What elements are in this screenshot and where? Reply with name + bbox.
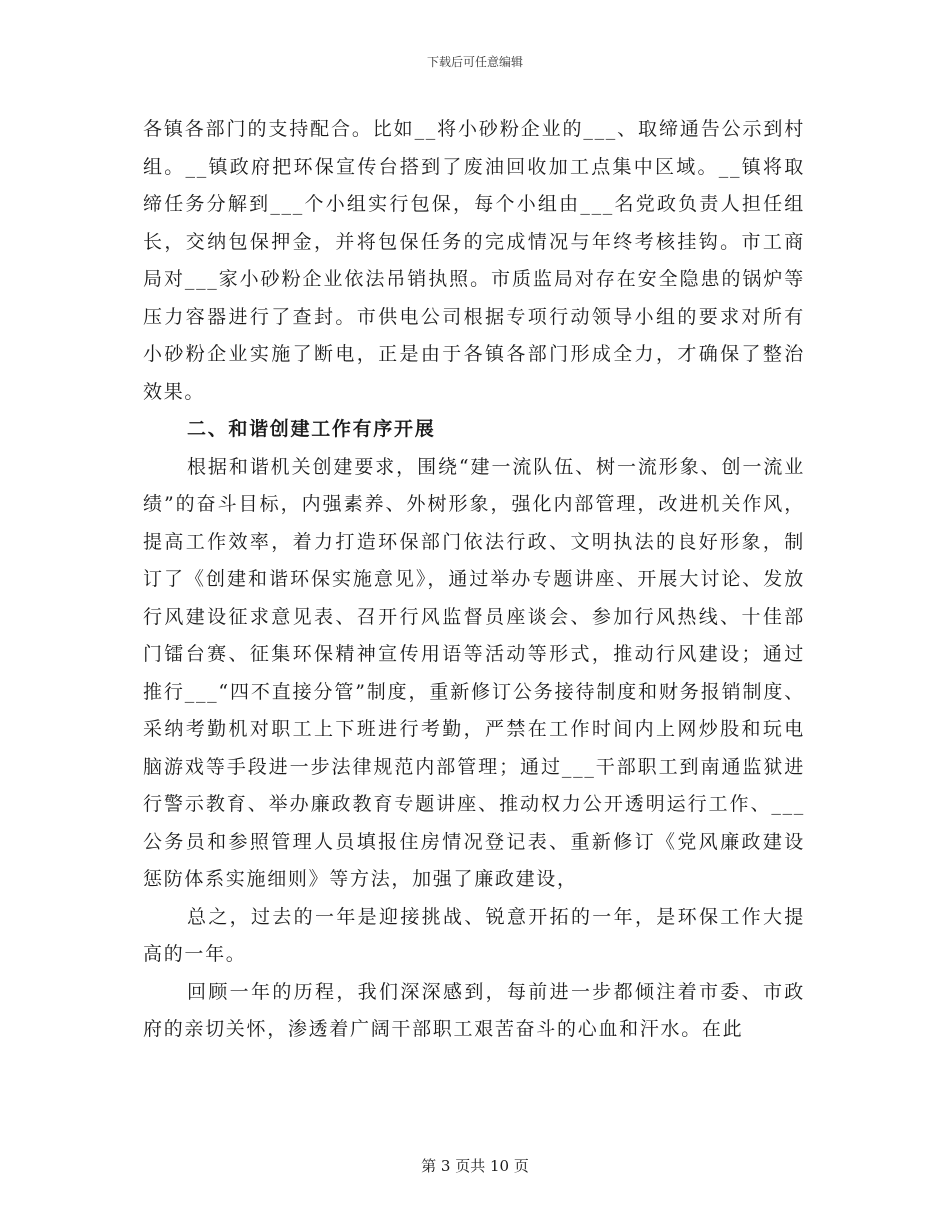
paragraph-harmony: 根据和谐机关创建要求，围绕“建一流队伍、树一流形象、创一流业绩”的奋斗目标，内强素养、外树形象，强化内部管理，改进机关作风，提高工作效率，着力打造环保部门依法行政、文明执法的良好形象，制订了《创建和谐环保实施意见》，通过举办专题讲座、开展大讨论、发放行风建设征求意见表、召开行风监督员座谈会、参加行风热线、十佳部门镭台赛、征集环保精神宣传用语等活动等形式，推动行风建设；通过推行___“四不直接分管”制度，重新修订公务接待制度和财务报销制度、采纳考勤机对职工上下班进行考勤，严禁在工作时间内上网炒股和玩电脑游戏等手段进一步法律规范内部管理；通过___干部职工到南通监狱进行警示教育、举办廉政教育专题讲座、推动权力公开透明运行工作、___公务员和参照管理人员填报住房情况登记表、重新修订《党风廉政建设惩防体系实施细则》等方法，加强了廉政建设，	[143, 455, 805, 890]
page-number: 第 3 页共 10 页	[421, 1157, 529, 1175]
page-header: 下载后可任意编辑	[426, 55, 523, 69]
document-body	[143, 111, 805, 1049]
section-heading: 二、和谐创建工作有序开展	[187, 418, 436, 440]
paragraph-continuation: 各镇各部门的支持配合。比如__将小砂粉企业的___、取缔通告公示到村组。__镇政府把环保宣传台搭到了废油回收加工点集中区域。__镇将取缔任务分解到___个小组实行包保，每个小组由___名党政负责人担任组长，交纳包保押金，并将包保任务的完成情况与年终考核挂钩。市工商局对___家小砂粉企业依法吊销执照。市质监局对存在安全隐患的锅炉等压力容器进行了查封。市供电公司根据专项行动领导小组的要求对所有小砂粉企业实施了断电，正是由于各镇各部门形成全力，才确保了整治效果。	[143, 118, 805, 403]
paragraph-summary: 总之，过去的一年是迎接挑战、锐意开拓的一年，是环保工作大提高的一年。	[143, 905, 805, 965]
paragraph-review: 回顾一年的历程，我们深深感到，每前进一步都倾注着市委、市政府的亲切关怀，渗透着广阔干部职工艰苦奋斗的心血和汗水。在此	[143, 980, 805, 1040]
